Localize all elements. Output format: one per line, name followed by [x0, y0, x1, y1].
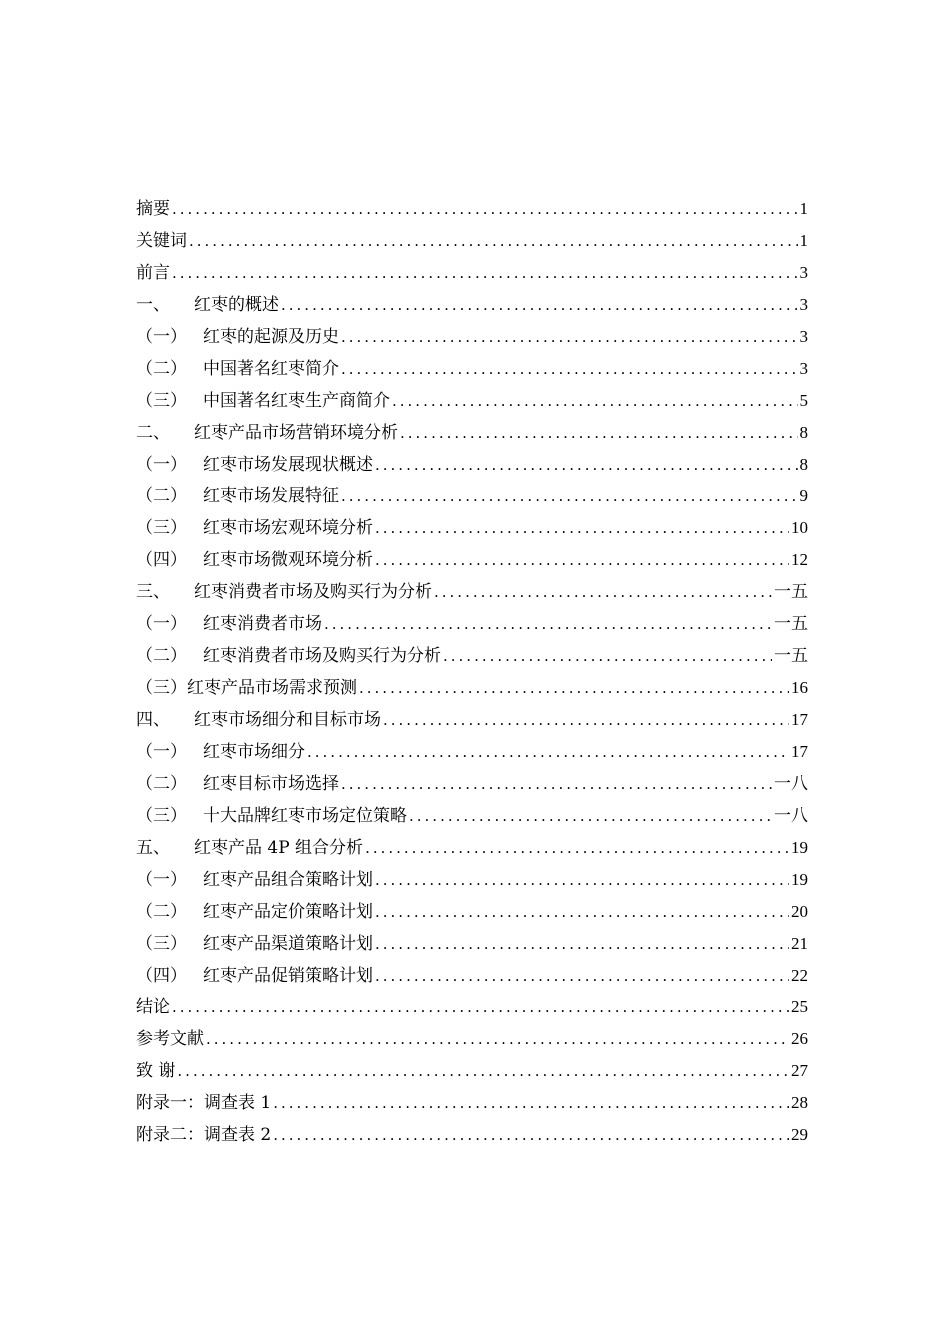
toc-leader-dots — [172, 258, 798, 290]
toc-entry[interactable] — [136, 864, 808, 896]
toc-entry-number: 五、 — [136, 837, 170, 858]
toc-leader-dots — [409, 801, 772, 833]
toc-entry-title: 附录一：调查表 1 — [136, 1093, 272, 1114]
toc-page-number: 一五 — [774, 582, 808, 602]
toc-page-number: 17 — [791, 741, 808, 761]
toc-page-number: 1 — [799, 199, 808, 218]
toc-page-number: 26 — [791, 1029, 808, 1049]
toc-entry-number: （二） — [136, 646, 187, 667]
toc-entry-title: 摘要 — [136, 199, 170, 219]
toc-entry-number: （三） — [136, 678, 187, 699]
toc-entry-number: 二、 — [136, 422, 170, 443]
toc-entry[interactable] — [136, 449, 808, 481]
toc-leader-dots — [443, 641, 772, 673]
toc-page-number: 10 — [791, 518, 808, 538]
toc-page-number: 25 — [791, 997, 808, 1017]
toc-entry-number: （四） — [136, 965, 187, 986]
toc-entry-number: 一、 — [136, 294, 170, 315]
toc-page-number: 19 — [791, 869, 808, 889]
toc-entry-title: （二） 中国著名红枣简介 — [136, 354, 339, 386]
toc-entry-title: （一） 红枣市场发展现状概述 — [136, 450, 373, 482]
toc-page-number: 8 — [799, 422, 808, 442]
toc-leader-dots — [375, 897, 789, 929]
toc-page-number: 16 — [791, 678, 808, 698]
toc-leader-dots — [341, 481, 798, 513]
toc-leader-dots — [177, 1056, 789, 1088]
toc-leader-dots — [341, 354, 798, 386]
toc-leader-dots — [273, 1088, 789, 1120]
toc-page-number: 22 — [791, 965, 808, 985]
toc-entry[interactable] — [136, 225, 808, 257]
toc-leader-dots — [365, 833, 789, 865]
toc-entry-number: （二） — [136, 901, 187, 922]
toc-leader-dots — [172, 992, 789, 1024]
toc-entry-title: （一） 红枣消费者市场 — [136, 609, 322, 641]
toc-entry[interactable] — [136, 1023, 808, 1055]
toc-page-number: 20 — [791, 901, 808, 921]
toc-entry[interactable] — [136, 1119, 808, 1151]
toc-leader-dots — [206, 1024, 789, 1056]
toc-entry[interactable] — [136, 289, 808, 321]
toc-entry-number: 四、 — [136, 710, 170, 730]
toc-leader-dots — [375, 961, 789, 993]
toc-entry-number: （一） — [136, 741, 187, 762]
toc-entry-title: （三） 红枣市场宏观环境分析 — [136, 513, 373, 545]
toc-leader-dots — [341, 769, 772, 801]
toc-entry-title: 四、 红枣市场细分和目标市场 — [136, 705, 381, 737]
toc-entry-title: 五、 红枣产品 4P 组合分析 — [136, 833, 363, 865]
toc-page-number: 3 — [799, 326, 808, 346]
toc-entry-title: （一） 红枣的起源及历史 — [136, 322, 339, 354]
toc-entry[interactable] — [136, 928, 808, 960]
toc-leader-dots — [375, 450, 798, 482]
toc-leader-dots — [375, 865, 789, 897]
toc-leader-dots — [400, 418, 798, 450]
toc-page-number: 29 — [791, 1125, 808, 1145]
toc-entry[interactable] — [136, 800, 808, 832]
toc-entry-number: （二） — [136, 486, 187, 507]
toc-leader-dots — [375, 929, 789, 961]
toc-entry-number: （一） — [136, 326, 187, 347]
toc-entry-number: （一） — [136, 614, 187, 635]
toc-entry-title: （三）红枣产品市场需求预测 — [136, 678, 357, 699]
toc-leader-dots — [383, 705, 789, 737]
toc-entry-title: （一） 红枣产品组合策略计划 — [136, 865, 373, 897]
toc-leader-dots — [307, 737, 789, 769]
toc-leader-dots — [392, 386, 798, 418]
toc-entry[interactable] — [136, 576, 808, 608]
toc-leader-dots — [434, 577, 772, 609]
toc-page-number: 1 — [799, 230, 808, 250]
toc-entry-title: （三） 十大品牌红枣市场定位策略 — [136, 801, 407, 833]
toc-page-number: 一八 — [774, 773, 808, 793]
toc-entry[interactable] — [136, 353, 808, 385]
toc-leader-dots — [359, 673, 789, 705]
toc-entry[interactable] — [136, 193, 808, 225]
toc-entry-number: （二） — [136, 773, 187, 794]
toc-leader-dots — [341, 322, 798, 354]
toc-entry[interactable] — [136, 896, 808, 928]
toc-entry[interactable] — [136, 640, 808, 672]
toc-page-number: 28 — [791, 1093, 808, 1113]
toc-entry-title: （二） 红枣产品定价策略计划 — [136, 897, 373, 929]
toc-entry-number: （三） — [136, 805, 187, 826]
toc-leader-dots — [375, 513, 789, 545]
toc-entry-title: 附录二：调查表 2 — [136, 1125, 272, 1146]
toc-page-number: 17 — [791, 710, 808, 729]
toc-entry-title: （三） 红枣产品渠道策略计划 — [136, 929, 373, 961]
toc-entry[interactable] — [136, 321, 808, 353]
toc-entry[interactable] — [136, 960, 808, 992]
toc-entry-title: （三） 中国著名红枣生产商简介 — [136, 386, 390, 418]
toc-entry-title: 二、 红枣产品市场营销环境分析 — [136, 418, 398, 450]
toc-leader-dots — [273, 1120, 789, 1152]
toc-page-number: 9 — [799, 486, 808, 506]
toc-entry[interactable] — [136, 672, 808, 704]
table-of-contents — [136, 193, 808, 1151]
toc-entry-title: 关键词 — [136, 230, 187, 251]
toc-entry[interactable] — [136, 991, 808, 1023]
toc-entry[interactable] — [136, 704, 808, 736]
toc-leader-dots — [281, 290, 798, 322]
toc-entry-number: （一） — [136, 454, 187, 475]
toc-entry-number: （一） — [136, 869, 187, 890]
toc-entry-title: （一） 红枣市场细分 — [136, 737, 305, 769]
toc-page-number: 27 — [791, 1061, 808, 1081]
toc-entry[interactable] — [136, 544, 808, 576]
toc-entry[interactable] — [136, 385, 808, 417]
toc-leader-dots — [189, 226, 798, 258]
toc-entry[interactable] — [136, 512, 808, 544]
toc-entry[interactable] — [136, 1087, 808, 1119]
toc-entry-title: 一、 红枣的概述 — [136, 290, 279, 322]
toc-entry-title: （四） 红枣市场微观环境分析 — [136, 545, 373, 577]
toc-page-number: 一五 — [774, 646, 808, 666]
toc-entry[interactable] — [136, 768, 808, 800]
toc-entry-number: 三、 — [136, 582, 170, 603]
toc-page-number: 19 — [791, 837, 808, 857]
toc-entry-title: （四） 红枣产品促销策略计划 — [136, 961, 373, 993]
toc-entry-title: （二） 红枣消费者市场及购买行为分析 — [136, 641, 441, 673]
toc-page-number: 一八 — [774, 805, 808, 825]
toc-entry-number: （二） — [136, 358, 187, 379]
toc-entry-number: （四） — [136, 550, 187, 571]
toc-entry[interactable] — [136, 480, 808, 512]
toc-leader-dots — [172, 194, 798, 226]
toc-entry[interactable] — [136, 608, 808, 640]
toc-entry-title: （二） 红枣目标市场选择 — [136, 769, 339, 801]
toc-leader-dots — [324, 609, 772, 641]
toc-entry-title: 前言 — [136, 262, 170, 283]
toc-page-number: 3 — [799, 262, 808, 282]
toc-page-number: 5 — [799, 390, 808, 410]
toc-entry[interactable] — [136, 832, 808, 864]
toc-entry[interactable] — [136, 417, 808, 449]
toc-leader-dots — [375, 545, 789, 577]
toc-entry-title: 参考文献 — [136, 1029, 204, 1050]
toc-entry[interactable] — [136, 736, 808, 768]
toc-entry-number: （三） — [136, 518, 187, 539]
toc-page-number: 一五 — [774, 614, 808, 634]
toc-entry-title: 三、 红枣消费者市场及购买行为分析 — [136, 577, 432, 609]
toc-entry-title: （二） 红枣市场发展特征 — [136, 481, 339, 513]
toc-page-number: 12 — [791, 550, 808, 570]
toc-entry-title: 结论 — [136, 997, 170, 1018]
toc-entry-title: 致 谢 — [136, 1061, 176, 1082]
toc-page-number: 3 — [799, 358, 808, 378]
toc-entry-number: （三） — [136, 933, 187, 954]
toc-entry-number: （三） — [136, 390, 187, 411]
toc-entry[interactable] — [136, 1055, 808, 1087]
toc-page-number: 8 — [799, 454, 808, 474]
toc-page-number: 21 — [791, 933, 808, 953]
toc-page-number: 3 — [799, 294, 808, 314]
toc-entry[interactable] — [136, 257, 808, 289]
